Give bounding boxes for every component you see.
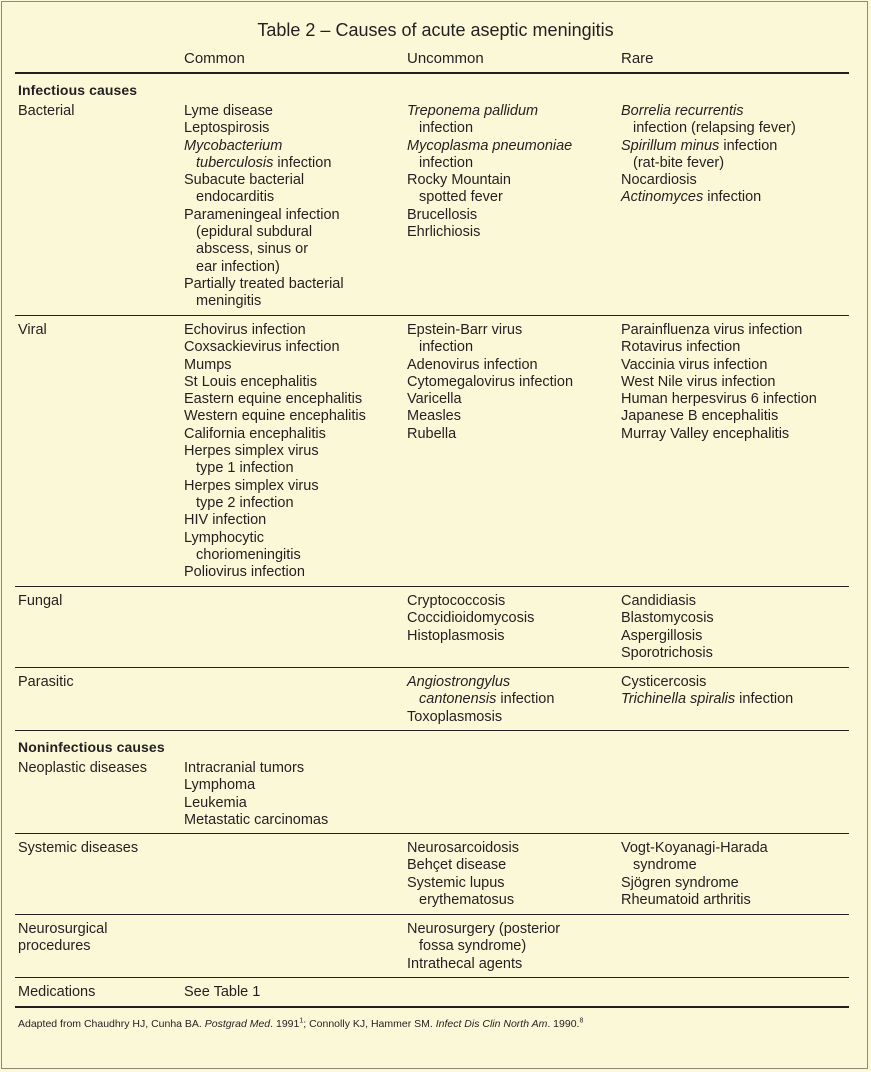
source-footnote: Adapted from Chaudhry HJ, Cunha BA. Postgrad Med. 1991$^1$; Connolly KJ, Hammer SM. Infect Dis Clin North Am. 1990.$^8$	[18, 1017, 584, 1030]
fungal-rare-cell: Candidiasis Blastomycosis Aspergillosis Sporotrichosis	[621, 593, 714, 661]
section-heading-infectious: Infectious causes	[18, 82, 138, 98]
systemic-rare-cell: Vogt-Koyanagi-Harada syndrome Sjögren syndrome Rheumatoid arthritis	[621, 840, 768, 908]
viral-uncommon-cell: Epstein-Barr virus infection Adenovirus infection Cytomegalovirus infection Varicella Measles Rubella	[407, 322, 574, 442]
neoplastic-common-cell: Intracranial tumors Lymphoma Leukemia Metastatic carcinomas	[184, 760, 329, 828]
section-heading-noninfectious: Noninfectious causes	[18, 739, 165, 755]
bacterial-uncommon-cell: Treponema pallidum infection Mycoplasma pneumoniae infection Rocky Mountain spotted fever Brucellosis Ehrlichiosis	[407, 103, 573, 241]
table-title: Table 2 – Causes of acute aseptic meningitis	[257, 20, 614, 40]
row-label-medications: Medications	[18, 984, 96, 1000]
viral-rare-cell: Parainfluenza virus infection Rotavirus infection Vaccinia virus infection West Nile virus infection Human herpesvirus 6 infection Japanese B encephalitis Murray Valley encephalitis	[621, 322, 817, 442]
row-divider	[15, 586, 849, 587]
neurosurgical-uncommon-cell: Neurosurgery (posterior fossa syndrome) Intrathecal agents	[407, 921, 561, 972]
row-label-viral: Viral	[18, 322, 47, 338]
systemic-uncommon-cell: Neurosarcoidosis Behçet disease Systemic lupus erythematosus	[407, 840, 520, 908]
row-label-systemic: Systemic diseases	[18, 840, 139, 856]
bacterial-common-cell: Lyme disease Leptospirosis Mycobacterium tuberculosis infection Subacute bacterial endocarditis Parameningeal infection (epidural subdural abscess, sinus or ear infection) Partially treated bacterial meningitis	[184, 103, 344, 310]
row-label-neoplastic: Neoplastic diseases	[18, 760, 147, 776]
row-divider	[15, 977, 849, 978]
row-label-fungal: Fungal	[18, 593, 63, 609]
table-bottom-rule	[15, 1006, 849, 1008]
row-divider	[15, 667, 849, 668]
column-header-rare: Rare	[621, 50, 654, 67]
bacterial-rare-cell: Borrelia recurrentis infection (relapsing fever) Spirillum minus infection (rat-bite fever) Nocardiosis Actinomyces infection	[621, 103, 796, 206]
row-divider	[15, 833, 849, 834]
column-header-uncommon: Uncommon	[407, 50, 484, 67]
row-label-neurosurgical: Neurosurgical procedures	[18, 921, 108, 955]
row-divider	[15, 730, 849, 731]
medications-common-cell: See Table 1	[184, 984, 261, 1000]
parasitic-uncommon-cell: Angiostrongylus cantonensis infection Toxoplasmosis	[407, 674, 555, 725]
header-divider	[15, 72, 849, 74]
column-header-common: Common	[184, 50, 245, 67]
viral-common-cell: Echovirus infection Coxsackievirus infection Mumps St Louis encephalitis Eastern equine encephalitis Western equine encephalitis California encephalitis Herpes simplex virus type 1 infection Herpes simplex virus type 2 infection HIV infection Lymphocytic choriomeningitis Poliovirus infection	[184, 322, 366, 581]
fungal-uncommon-cell: Cryptococcosis Coccidioidomycosis Histoplasmosis	[407, 593, 535, 644]
row-label-bacterial: Bacterial	[18, 103, 75, 119]
row-divider	[15, 315, 849, 316]
row-label-parasitic: Parasitic	[18, 674, 74, 690]
parasitic-rare-cell: Cysticercosis Trichinella spiralis infection	[621, 674, 794, 708]
row-divider	[15, 914, 849, 915]
